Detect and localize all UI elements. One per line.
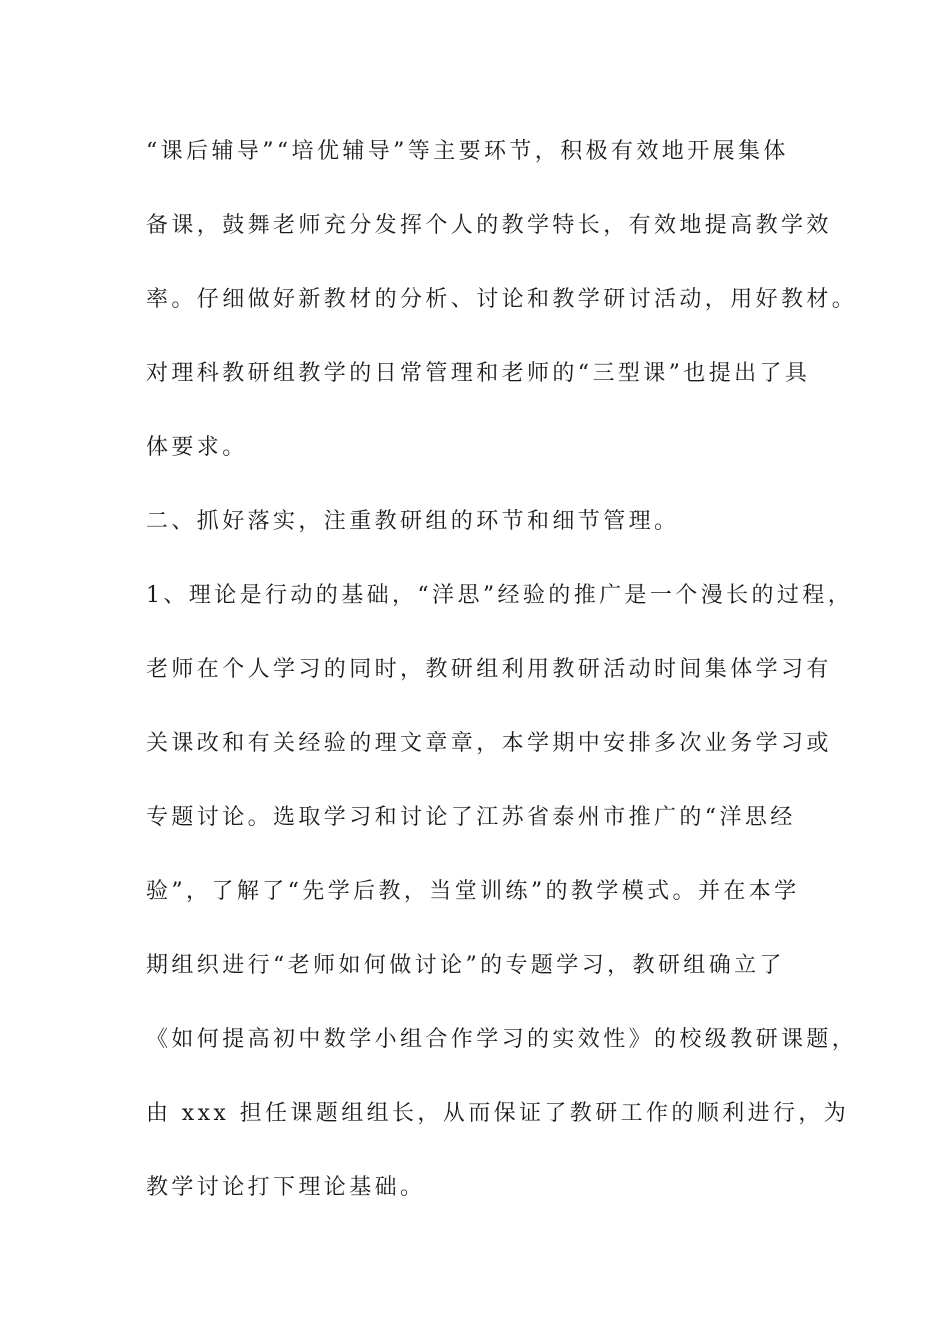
text-line: 备课，鼓舞老师充分发挥个人的教学特长，有效地提高教学效 <box>146 213 832 238</box>
text-line: 期组织进行“老师如何做讨论”的专题学习，教研组确立了 <box>146 953 785 978</box>
text-line: 由 xxx 担任课题组组长，从而保证了教研工作的顺利进行，为 <box>146 1101 850 1126</box>
text-line: 验”，了解了“先学后教，当堂训练”的教学模式。并在本学 <box>146 879 800 904</box>
text-line: 对理科教研组教学的日常管理和老师的“三型课”也提出了具 <box>146 361 811 386</box>
section-heading: 二、抓好落实，注重教研组的环节和细节管理。 <box>146 509 680 534</box>
text-line: 率。仔细做好新教材的分析、讨论和教学研讨活动，用好教材。 <box>146 287 858 312</box>
text-line: 教学讨论打下理论基础。 <box>146 1175 426 1200</box>
text-line: 1、理论是行动的基础，“洋思”经验的推广是一个漫长的过程， <box>146 583 854 608</box>
text-line: 关课改和有关经验的理文章章，本学期中安排多次业务学习或 <box>146 731 832 756</box>
text-line: 专题讨论。选取学习和讨论了江苏省泰州市推广的“洋思经 <box>146 805 796 830</box>
text-line: 体要求。 <box>146 435 248 460</box>
text-line: 老师在个人学习的同时，教研组利用教研活动时间集体学习有 <box>146 657 832 682</box>
text-line: 《如何提高初中数学小组合作学习的实效性》的校级教研课题， <box>146 1027 858 1052</box>
text-line: “课后辅导”“培优辅导”等主要环节，积极有效地开展集体 <box>146 139 789 164</box>
